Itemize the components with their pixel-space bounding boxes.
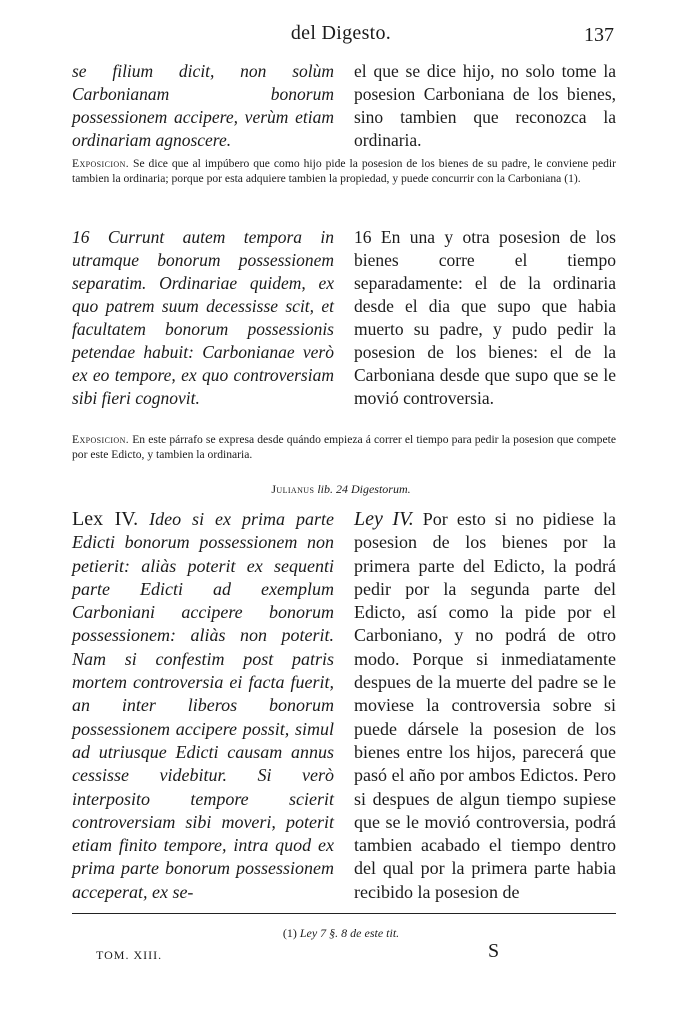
running-header: del Digesto. bbox=[290, 22, 392, 44]
latin-paragraph-16 bbox=[72, 226, 334, 410]
exposition-note-2 bbox=[72, 432, 616, 462]
footnote-rule bbox=[72, 913, 616, 914]
spanish-ley-iv bbox=[354, 508, 616, 904]
spanish-paragraph bbox=[354, 508, 616, 904]
latin-paragraph: se filium dicit, non solùm Carbonianam bonorum possessionem accipere, verùm etiam ordinariam agnoscere. bbox=[72, 61, 334, 150]
exposition-note-1 bbox=[72, 156, 616, 186]
footnote bbox=[0, 926, 682, 941]
attribution-author: Julianus bbox=[271, 482, 315, 496]
spanish-body: Por esto si no pidiese la posesion de los bienes por la primera parte del Edicto, la podrá pedir por la segunda parte del Edicto, así como la pide por el Carboniano, y no podrá de otro modo. Porque si inmediatamente despues de la muerte del padre se le moviese la controversia sobre si puede dársele la posesion de los bienes entre los hijos, parecerá que pasó el año por ambos Edictos. Pero si despues de algun tiempo supiese que se le movió controversia, podrá tambien acabado el tiempo dentro del qual por la primera parte habia recibido la posesion de bbox=[354, 509, 616, 902]
spanish-paragraph: el que se dice hijo, no solo tome la posesion Carboniana de los bienes, sino tambien que reconozca la ordinaria. bbox=[354, 61, 616, 150]
exposition-label: Exposicion. bbox=[72, 157, 130, 170]
exposition-text: Se dice que al impúbero que como hijo pide la posesion de los bienes de su padre, le conviene pedir tambien la ordinaria; porque por esta adquiere tambien la propiedad, y puede concurrir con la Carboniana (1). bbox=[72, 157, 616, 185]
latin-paragraph: 16 Currunt autem tempora in utramque bonorum possessionem separatim. Ordinariae quidem, ex quo patrem suum decessisse scit, et facultatem bonorum possessionis petendae habuit: Carbonianae verò ex eo tempore, ex quo controversiam sibi fieri cognovit. bbox=[72, 227, 334, 408]
spanish-paragraph-16 bbox=[354, 226, 616, 410]
exposition-label: Exposicion. bbox=[72, 433, 130, 446]
footnote-mark: (1) bbox=[282, 926, 297, 940]
signature-mark: S bbox=[488, 940, 500, 962]
latin-body: Ideo si ex prima parte Edicti bonorum possessionem non petierit: aliàs poterit ex sequenti parte Edicti ad exemplum Carboniani accipere bonorum possessionem: aliàs non poterit. Nam si confestim post patris mortem controversia ei facta fuerit, an inter liberos bonorum possessionem accipere possit, simul ad utriusque Edicti causam annus cessisse videbitur. Si verò interposito tempore scierit controversiam sibi moveri, poterit etiam finito tempore, intra quod ex prima parte bonorum possessionem acceperat, ex se- bbox=[72, 509, 334, 902]
exposition-text: En este párrafo se expresa desde quándo empieza á correr el tiempo para pedir la posesion que compete por este Edicto, y tambien la ordinaria. bbox=[72, 433, 616, 461]
spanish-text-continuation bbox=[354, 60, 616, 152]
source-attribution bbox=[0, 482, 682, 497]
page-number: 137 bbox=[584, 24, 614, 46]
latin-text-continuation bbox=[72, 60, 334, 152]
latin-lex-iv bbox=[72, 508, 334, 904]
ley-label: Ley IV. bbox=[354, 508, 414, 530]
footnote-text: Ley 7 §. 8 de este tit. bbox=[299, 926, 400, 940]
lex-label: Lex IV. bbox=[72, 508, 139, 530]
latin-paragraph bbox=[72, 508, 334, 904]
spanish-paragraph: 16 En una y otra posesion de los bienes corre el tiempo separadamente: el de la ordinaria desde el dia que supo que habia muerto su padre, y pudo pedir la posesion de los bienes: el de la Carboniana desde que supo que se le movió controversia. bbox=[354, 227, 616, 408]
volume-label: TOM. XIII. bbox=[96, 948, 163, 962]
attribution-work: lib. 24 Digestorum. bbox=[317, 482, 411, 496]
